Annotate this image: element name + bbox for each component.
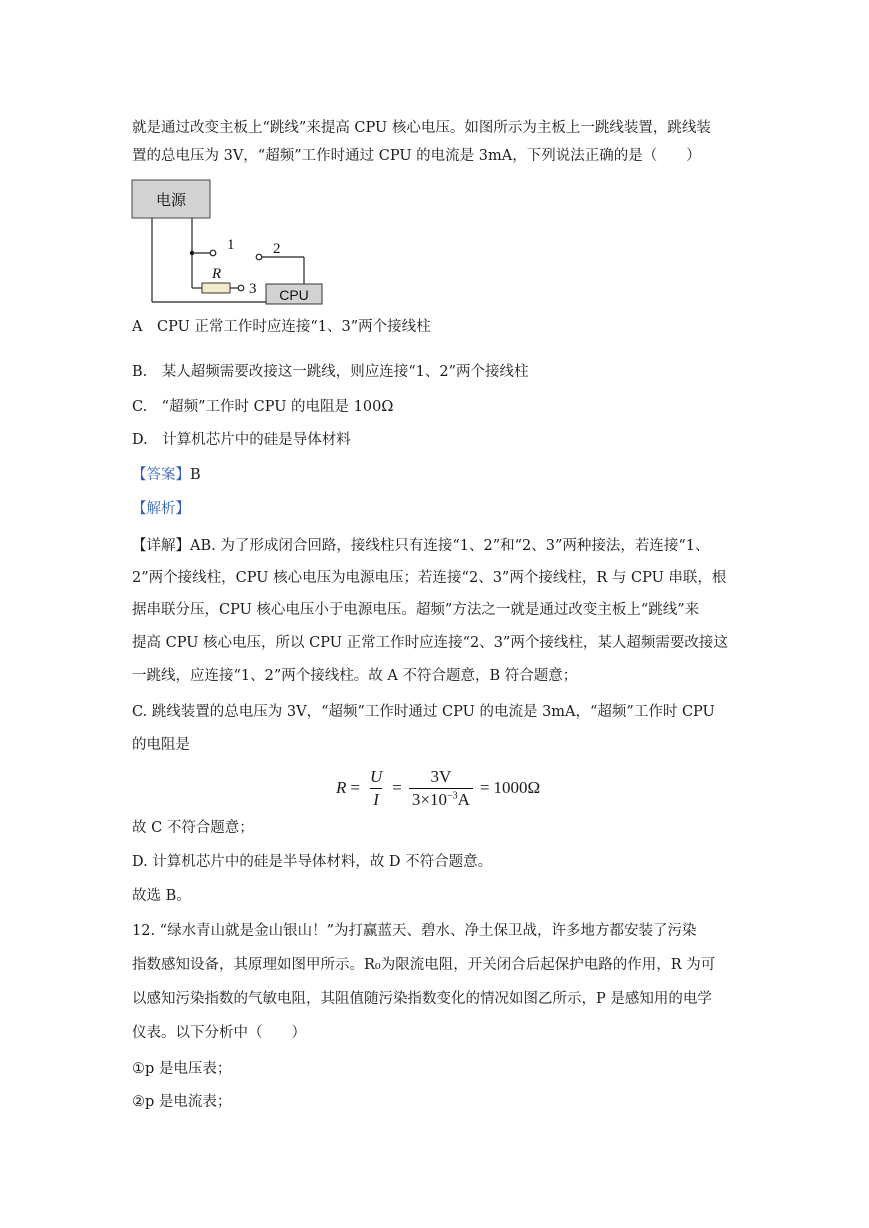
detail-text: AB. 为了形成闭合回路，接线柱只有连接“1、2”和“2、3”两种接法，若连接“1、: [190, 538, 710, 554]
option-c: C. “超频”工作时 CPU 的电阻是 100Ω: [132, 399, 394, 415]
analysis-tag: 【解析】: [132, 501, 190, 517]
formula-equals: =: [479, 778, 490, 797]
terminal-2-label: 2: [273, 241, 281, 257]
q12-line-4: 仪表。以下分析中（ ）: [132, 1025, 306, 1041]
denominator-exponent: −3: [446, 789, 458, 801]
intro-line-1: 就是通过改变主板上“跳线”来提高 CPU 核心电压。如图所示为主板上一跳线装置，跳线装: [132, 120, 711, 136]
option-d: D. 计算机芯片中的硅是导体材料: [132, 432, 351, 448]
answer-value: B: [190, 467, 201, 483]
option-a: A CPU 正常工作时应连接“1、3”两个接线柱: [132, 319, 431, 335]
formula-result: 1000Ω: [493, 778, 541, 797]
denominator-unit: A: [457, 789, 470, 809]
q12-item-2: ②p 是电流表；: [132, 1094, 232, 1110]
terminal-1: [210, 250, 216, 256]
formula-equals: =: [392, 778, 402, 797]
formula-fraction-values: [409, 767, 473, 810]
fraction-numerator: U: [369, 766, 383, 786]
option-b: B. 某人超频需要改接这一跳线，则应连接“1、2”两个接线柱: [132, 364, 529, 380]
detail-line-1: [132, 536, 710, 556]
detail-tag: 【详解】: [132, 538, 190, 554]
formula-lhs: R: [336, 778, 347, 797]
q12-line-1: 12. “绿水青山就是金山银山！”为打赢蓝天、碧水、净土保卫战，许多地方都安装了污染: [132, 923, 697, 939]
detail-line-2: 2”两个接线柱，CPU 核心电压为电源电压；若连接“2、3”两个接线柱，R 与 CPU 串联，根: [132, 570, 727, 586]
detail-line-6: C. 跳线装置的总电压为 3V，“超频”工作时通过 CPU 的电流是 3mA，“超频”工作时 CPU: [132, 704, 715, 720]
terminal-2: [256, 254, 262, 260]
terminal-3-label: 3: [249, 281, 257, 297]
formula-fraction-ui: [367, 767, 385, 810]
detail-line-5: 一跳线，应连接“1、2”两个接线柱。故 A 不符合题意，B 符合题意；: [132, 668, 578, 684]
answer-tag: 【答案】: [132, 467, 190, 483]
formula-equals: =: [350, 778, 360, 797]
detail-line-3: 据串联分压，CPU 核心电压小于电源电压。超频”方法之一就是通过改变主板上“跳线”来: [132, 602, 700, 618]
terminal-3: [238, 285, 244, 291]
q12-line-3: 以感知污染指数的气敏电阻，其阻值随污染指数变化的情况如图乙所示，P 是感知用的电学: [132, 991, 712, 1007]
conclusion-line-3: 故选 B。: [132, 888, 191, 904]
power-supply-label: 电源: [155, 191, 187, 209]
resistance-formula: [336, 762, 540, 814]
fraction-numerator: 3V: [430, 766, 452, 786]
terminal-1-label: 1: [227, 237, 235, 253]
q12-line-2: 指数感知设备，其原理如图甲所示。R₀为限流电阻，开关闭合后起保护电路的作用，R 为可: [132, 957, 716, 973]
fraction-denominator: I: [370, 788, 382, 810]
jumper-circuit-diagram: [130, 178, 330, 306]
resistor: [202, 283, 230, 293]
answer-line: [132, 465, 201, 485]
denominator-base: 3×10: [411, 789, 447, 809]
conclusion-line-1: 故 C 不符合题意；: [132, 820, 254, 836]
cpu-label: CPU: [279, 287, 309, 303]
intro-line-2: 置的总电压为 3V，“超频”工作时通过 CPU 的电流是 3mA，下列说法正确的是（ ）: [132, 148, 701, 164]
conclusion-line-2: D. 计算机芯片中的硅是半导体材料，故 D 不符合题意。: [132, 854, 493, 870]
fraction-denominator: [409, 788, 473, 810]
detail-line-4: 提高 CPU 核心电压，所以 CPU 正常工作时应连接“2、3”两个接线柱，某人超频需要改接这: [132, 635, 728, 651]
q12-item-1: ①p 是电压表；: [132, 1061, 232, 1077]
detail-line-7: 的电阻是: [132, 737, 190, 753]
resistor-label: R: [212, 266, 222, 282]
